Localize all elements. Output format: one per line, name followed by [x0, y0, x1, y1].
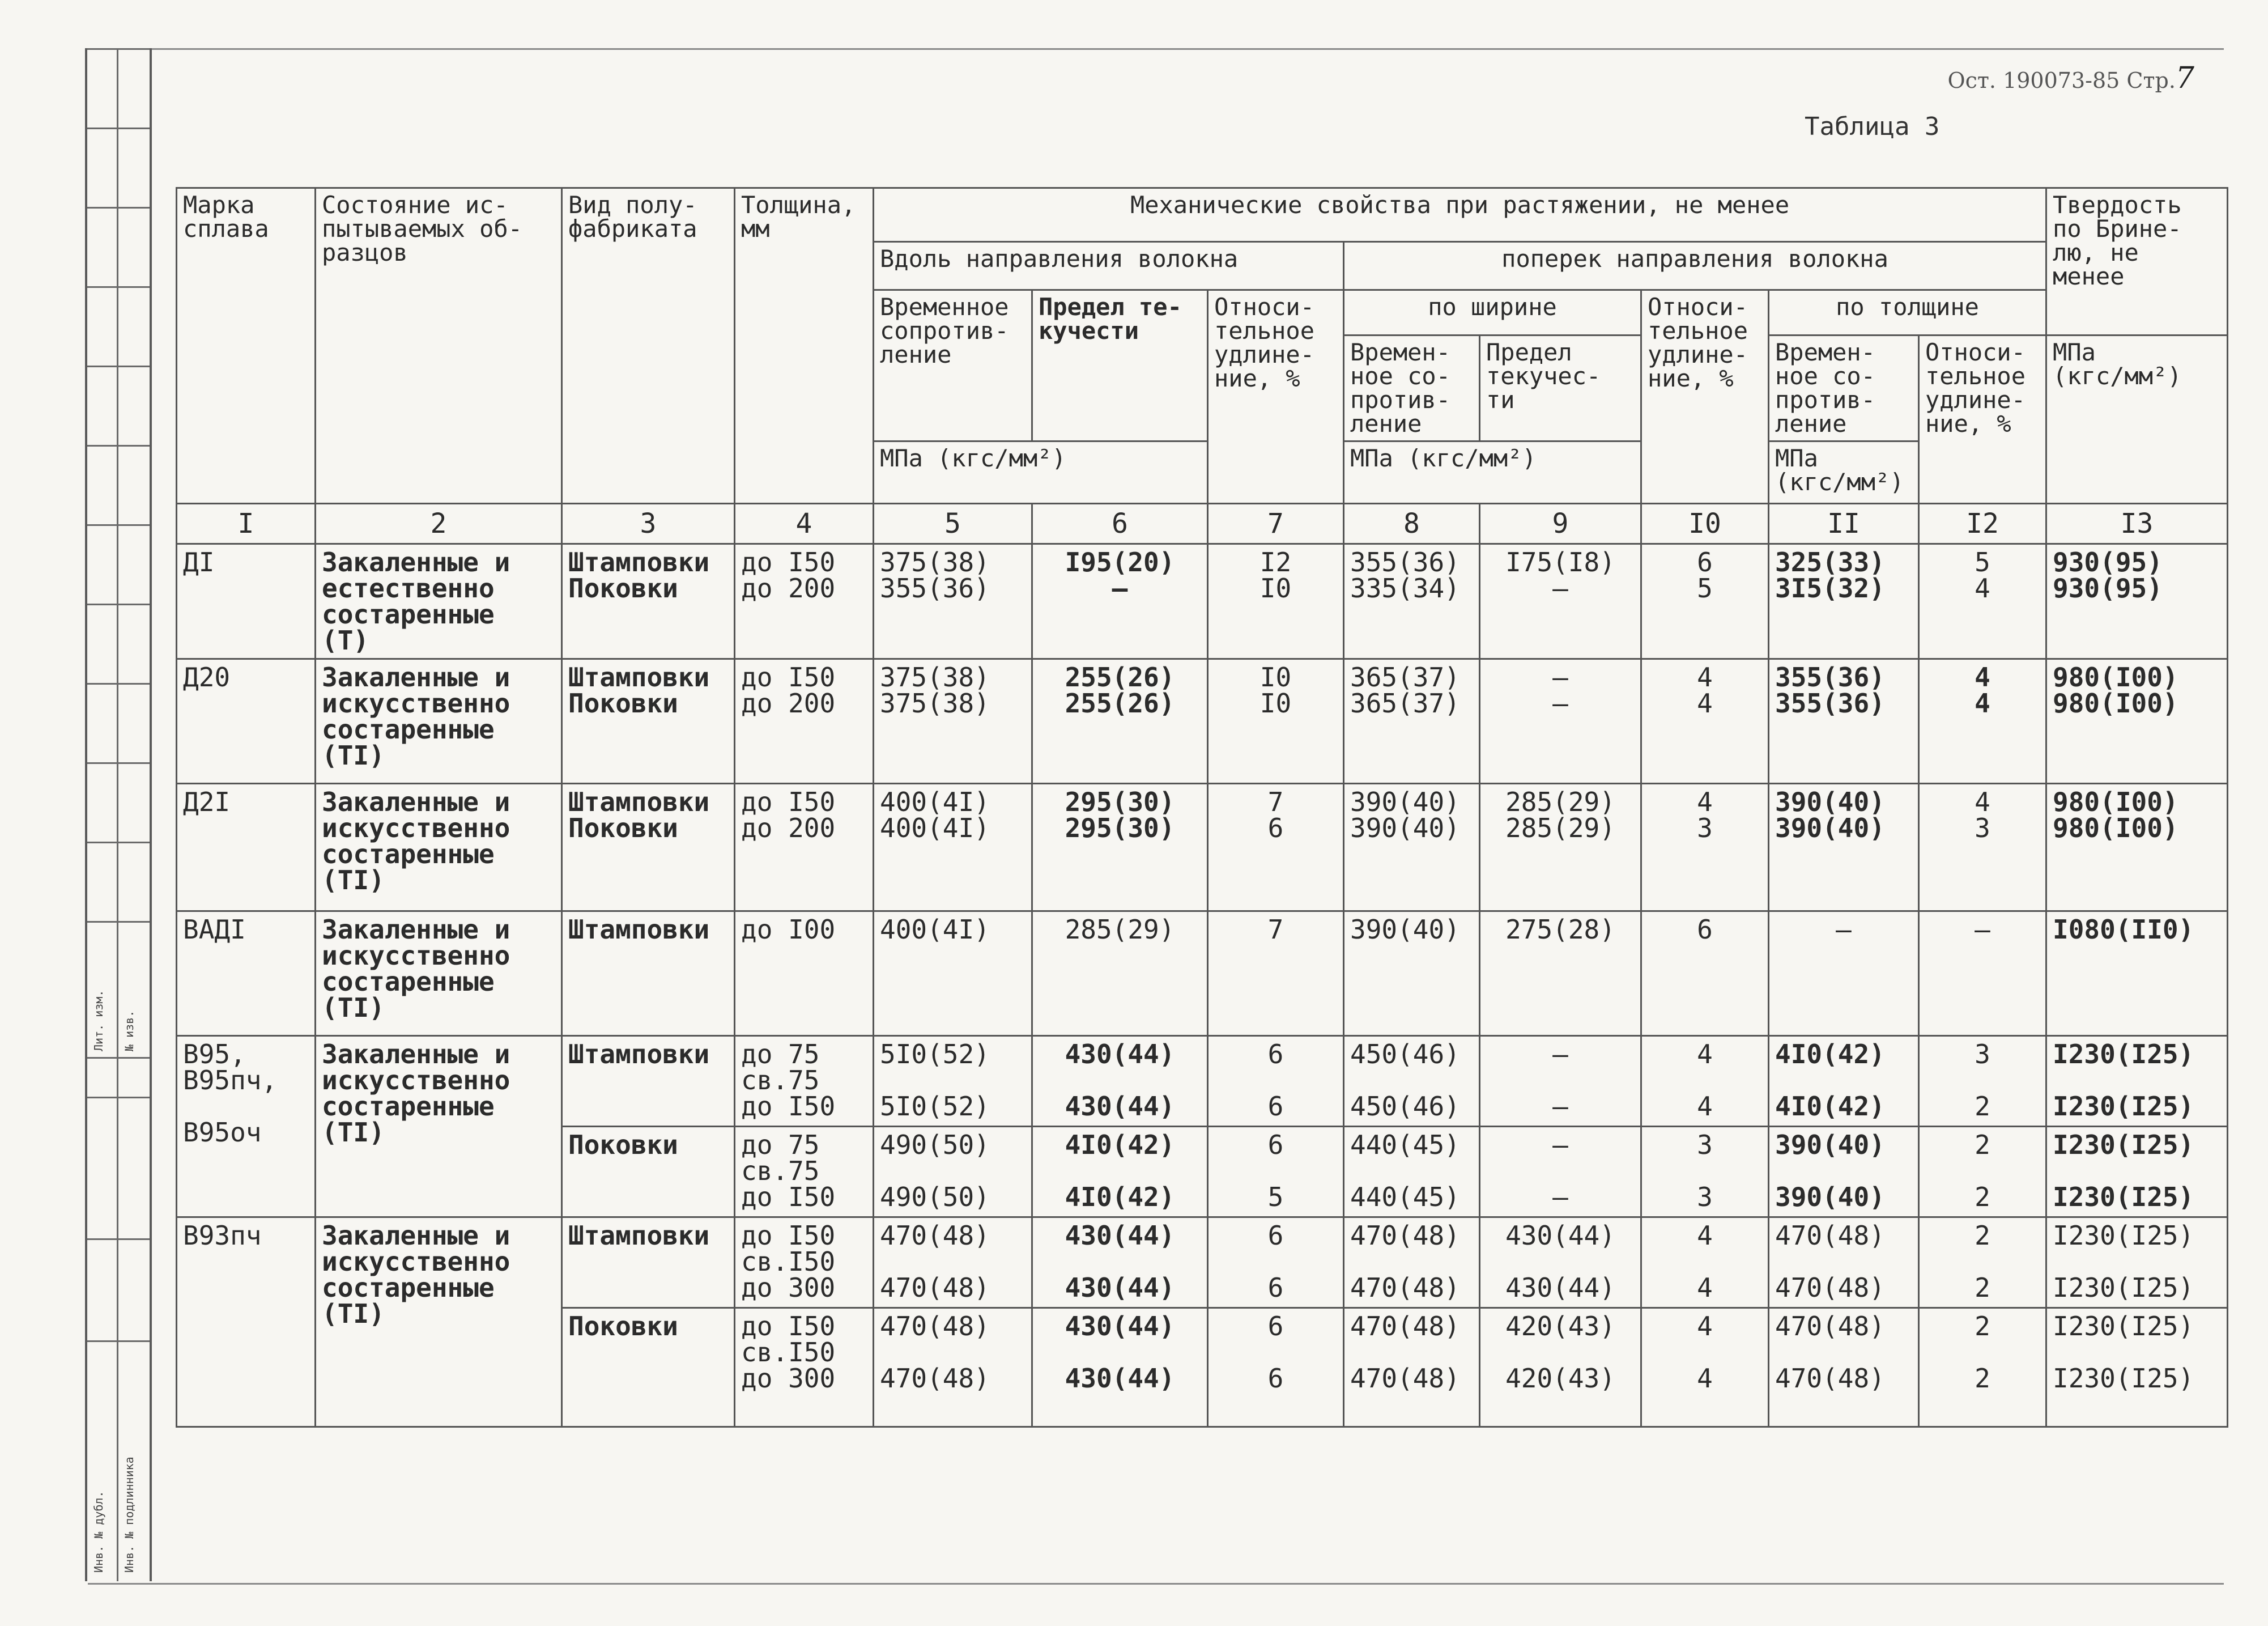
cell-yield-width: – –: [1480, 659, 1641, 784]
cell-tensile: 400(4I) 400(4I): [874, 784, 1032, 911]
cell-tensile: 375(38) 375(38): [874, 659, 1032, 784]
cell-tensile-width: 450(46) 450(46): [1344, 1036, 1480, 1127]
cell-grade: Д20: [177, 659, 316, 784]
cell-tensile-thickness: 470(48) 470(48): [1769, 1308, 1919, 1427]
column-number-row: [177, 504, 2228, 544]
cell-tensile-width: 440(45) 440(45): [1344, 1127, 1480, 1217]
cell-elong: 6 6: [1208, 1217, 1344, 1308]
cell-grade: Д2I: [177, 784, 316, 911]
header-unit-thickness: МПа (кгс/мм²): [1769, 441, 1919, 504]
cell-grade: В95, В95пч, В95оч: [177, 1036, 316, 1217]
cell-yield: 430(44) 430(44): [1032, 1217, 1208, 1308]
cell-state: Закаленные и искусственно состаренные (ТI): [316, 784, 562, 911]
properties-table: [176, 187, 2228, 1428]
header-thickness: Толщина, мм: [735, 188, 874, 504]
strip-rule: [87, 1097, 150, 1098]
header-state: Состояние ис- пытываемых об- разцов: [316, 188, 562, 504]
col-number: I3: [2046, 504, 2228, 544]
cell-elong: 6 6: [1208, 1036, 1344, 1127]
cell-elong: 6 6: [1208, 1308, 1344, 1427]
col-number: I2: [1919, 504, 2046, 544]
header-grade: Марка сплава: [177, 188, 316, 504]
cell-elong-thickness: 4 4: [1919, 659, 2046, 784]
cell-tensile-thickness: 470(48) 470(48): [1769, 1217, 1919, 1308]
cell-state: Закаленные и искусственно состаренные (ТI): [316, 659, 562, 784]
header-hardness: Твердость по Брине- лю, не менее: [2046, 188, 2228, 336]
header-yield: Предел те- кучести: [1032, 290, 1208, 441]
col-number: 7: [1208, 504, 1344, 544]
cell-elong-thickness: 2 2: [1919, 1127, 2046, 1217]
header-by-width: по ширине: [1344, 290, 1641, 336]
cell-tensile-thickness: –: [1769, 911, 1919, 1036]
strip-rule: [87, 1238, 150, 1240]
cell-yield-width: 420(43) 420(43): [1480, 1308, 1641, 1427]
table-row: [177, 784, 2228, 911]
strip-divider: [117, 48, 118, 1581]
cell-tensile: 400(4I): [874, 911, 1032, 1036]
cell-tensile: 470(48) 470(48): [874, 1217, 1032, 1308]
col-number: 8: [1344, 504, 1480, 544]
cell-thickness: до I50 до 200: [735, 784, 874, 911]
cell-yield-width: 430(44) 430(44): [1480, 1217, 1641, 1308]
binding-strip: [85, 48, 152, 1581]
cell-elong: 6 5: [1208, 1127, 1344, 1217]
cell-elong-thickness: 2 2: [1919, 1308, 2046, 1427]
cell-product: Поковки: [562, 1127, 735, 1217]
document-code-label: Ост. 190073-85 Стр.: [1947, 68, 2176, 93]
cell-elong: I2 I0: [1208, 544, 1344, 659]
cell-hardness: I230(I25) I230(I25): [2046, 1308, 2228, 1427]
strip-rule: [87, 286, 150, 288]
table-row: [177, 544, 2228, 659]
cell-tensile-thickness: 355(36) 355(36): [1769, 659, 1919, 784]
col-number: I0: [1641, 504, 1769, 544]
cell-elong-width: 6: [1641, 911, 1769, 1036]
table-row: [177, 659, 2228, 784]
header-unit-along: МПа (кгс/мм²): [874, 441, 1208, 504]
cell-state: Закаленные и искусственно состаренные (ТI): [316, 1217, 562, 1427]
col-number: 6: [1032, 504, 1208, 544]
header-unit-width: МПа (кгс/мм²): [1344, 441, 1641, 504]
cell-tensile-thickness: 4I0(42) 4I0(42): [1769, 1036, 1919, 1127]
cell-yield: 430(44) 430(44): [1032, 1308, 1208, 1427]
cell-tensile: 470(48) 470(48): [874, 1308, 1032, 1427]
cell-product: Штамповки: [562, 1217, 735, 1308]
strip-rule: [87, 921, 150, 923]
table-row: [177, 911, 2228, 1036]
document-code: [1947, 61, 2194, 95]
cell-product: Штамповки Поковки: [562, 544, 735, 659]
cell-product: Штамповки: [562, 1036, 735, 1127]
cell-yield: 4I0(42) 4I0(42): [1032, 1127, 1208, 1217]
cell-elong-thickness: 2 2: [1919, 1217, 2046, 1308]
cell-yield-width: I75(I8) –: [1480, 544, 1641, 659]
cell-tensile: 490(50) 490(50): [874, 1127, 1032, 1217]
cell-elong-width: 4 3: [1641, 784, 1769, 911]
cell-tensile-width: 470(48) 470(48): [1344, 1217, 1480, 1308]
strip-label-dup: Инв. № дубл.: [92, 1491, 105, 1573]
cell-tensile-width: 470(48) 470(48): [1344, 1308, 1480, 1427]
table-row: [177, 1036, 2228, 1127]
cell-hardness: I230(I25) I230(I25): [2046, 1127, 2228, 1217]
strip-rule: [87, 207, 150, 209]
cell-elong-thickness: 5 4: [1919, 544, 2046, 659]
strip-rule: [87, 1340, 150, 1342]
strip-rule: [87, 128, 150, 129]
strip-rule: [87, 524, 150, 526]
cell-product: Штамповки: [562, 911, 735, 1036]
strip-rule: [87, 366, 150, 367]
cell-tensile-width: 355(36) 335(34): [1344, 544, 1480, 659]
strip-rule: [87, 445, 150, 447]
cell-elong: 7 6: [1208, 784, 1344, 911]
cell-tensile-thickness: 390(40) 390(40): [1769, 1127, 1919, 1217]
cell-hardness: 930(95) 930(95): [2046, 544, 2228, 659]
table-row: [177, 1217, 2228, 1308]
cell-hardness: I230(I25) I230(I25): [2046, 1217, 2228, 1308]
cell-thickness: до 75 св.75 до I50: [735, 1036, 874, 1127]
strip-rule: [87, 762, 150, 764]
strip-rule: [87, 604, 150, 605]
cell-yield: 255(26) 255(26): [1032, 659, 1208, 784]
cell-tensile-thickness: 325(33) 3I5(32): [1769, 544, 1919, 659]
cell-thickness: до I00: [735, 911, 874, 1036]
cell-yield: 295(30) 295(30): [1032, 784, 1208, 911]
header-elong-width: Относи- тельное удлине- ние, %: [1641, 290, 1769, 504]
cell-tensile: 375(38) 355(36): [874, 544, 1032, 659]
col-number: 9: [1480, 504, 1641, 544]
cell-elong: I0 I0: [1208, 659, 1344, 784]
cell-state: Закаленные и естественно состаренные (Т): [316, 544, 562, 659]
cell-state: Закаленные и искусственно состаренные (ТI): [316, 911, 562, 1036]
cell-tensile-thickness: 390(40) 390(40): [1769, 784, 1919, 911]
cell-yield: 430(44) 430(44): [1032, 1036, 1208, 1127]
cell-state: Закаленные и искусственно состаренные (ТI): [316, 1036, 562, 1217]
cell-thickness: до 75 св.75 до I50: [735, 1127, 874, 1217]
cell-elong-width: 4 4: [1641, 659, 1769, 784]
cell-yield-width: – –: [1480, 1127, 1641, 1217]
col-number: 5: [874, 504, 1032, 544]
cell-tensile: 5I0(52) 5I0(52): [874, 1036, 1032, 1127]
strip-label-rev: Лит. изм.: [92, 990, 105, 1051]
strip-label-notice: № изв.: [122, 1010, 136, 1051]
header-tensile-width: Времен- ное со- против- ление: [1344, 336, 1480, 441]
cell-elong-thickness: 3 2: [1919, 1036, 2046, 1127]
col-number: 3: [562, 504, 735, 544]
cell-thickness: до I50 до 200: [735, 659, 874, 784]
cell-elong-width: 4 4: [1641, 1036, 1769, 1127]
header-mech-props: Механические свойства при растяжении, не менее: [874, 188, 2046, 242]
cell-yield: 285(29): [1032, 911, 1208, 1036]
strip-rule: [87, 48, 150, 50]
strip-rule: [87, 1057, 150, 1059]
header-tensile: Временное сопротив- ление: [874, 290, 1032, 441]
cell-grade: ДI: [177, 544, 316, 659]
header-yield-width: Предел текучес- ти: [1480, 336, 1641, 441]
cell-elong-width: 4 4: [1641, 1217, 1769, 1308]
cell-hardness: 980(I00) 980(I00): [2046, 659, 2228, 784]
header-across: поперек направления волокна: [1344, 242, 2046, 290]
col-number: 2: [316, 504, 562, 544]
header-by-thickness: по толщине: [1769, 290, 2046, 336]
cell-elong: 7: [1208, 911, 1344, 1036]
cell-elong-width: 4 4: [1641, 1308, 1769, 1427]
cell-grade: ВАДI: [177, 911, 316, 1036]
cell-yield: I95(20) –: [1032, 544, 1208, 659]
strip-rule: [87, 683, 150, 685]
header-elong: Относи- тельное удлине- ние, %: [1208, 290, 1344, 504]
strip-label-orig: Инв. № подлинника: [122, 1457, 136, 1573]
header-elong-thickness: Относи- тельное удлине- ние, %: [1919, 336, 2046, 504]
cell-yield-width: – –: [1480, 1036, 1641, 1127]
col-number: I: [177, 504, 316, 544]
cell-yield-width: 275(28): [1480, 911, 1641, 1036]
cell-tensile-width: 390(40): [1344, 911, 1480, 1036]
cell-hardness: I080(II0): [2046, 911, 2228, 1036]
cell-hardness: 980(I00) 980(I00): [2046, 784, 2228, 911]
cell-elong-width: 6 5: [1641, 544, 1769, 659]
cell-grade: В93пч: [177, 1217, 316, 1427]
cell-thickness: до I50 св.I50 до 300: [735, 1217, 874, 1308]
header-hardness-unit: МПа (кгс/мм²): [2046, 336, 2228, 504]
page-number: 7: [2175, 61, 2194, 95]
strip-rule: [87, 842, 150, 843]
cell-product: Штамповки Поковки: [562, 659, 735, 784]
cell-product: Поковки: [562, 1308, 735, 1427]
cell-thickness: до I50 до 200: [735, 544, 874, 659]
col-number: II: [1769, 504, 1919, 544]
cell-hardness: I230(I25) I230(I25): [2046, 1036, 2228, 1127]
cell-thickness: до I50 св.I50 до 300: [735, 1308, 874, 1427]
col-number: 4: [735, 504, 874, 544]
cell-yield-width: 285(29) 285(29): [1480, 784, 1641, 911]
cell-elong-width: 3 3: [1641, 1127, 1769, 1217]
cell-elong-thickness: 4 3: [1919, 784, 2046, 911]
header-along: Вдоль направления волокна: [874, 242, 1344, 290]
table-caption: Таблица 3: [1805, 112, 1940, 141]
cell-elong-thickness: –: [1919, 911, 2046, 1036]
cell-product: Штамповки Поковки: [562, 784, 735, 911]
cell-tensile-width: 365(37) 365(37): [1344, 659, 1480, 784]
header-tensile-thickness: Времен- ное со- против- ление: [1769, 336, 1919, 441]
header-product: Вид полу- фабриката: [562, 188, 735, 504]
cell-tensile-width: 390(40) 390(40): [1344, 784, 1480, 911]
